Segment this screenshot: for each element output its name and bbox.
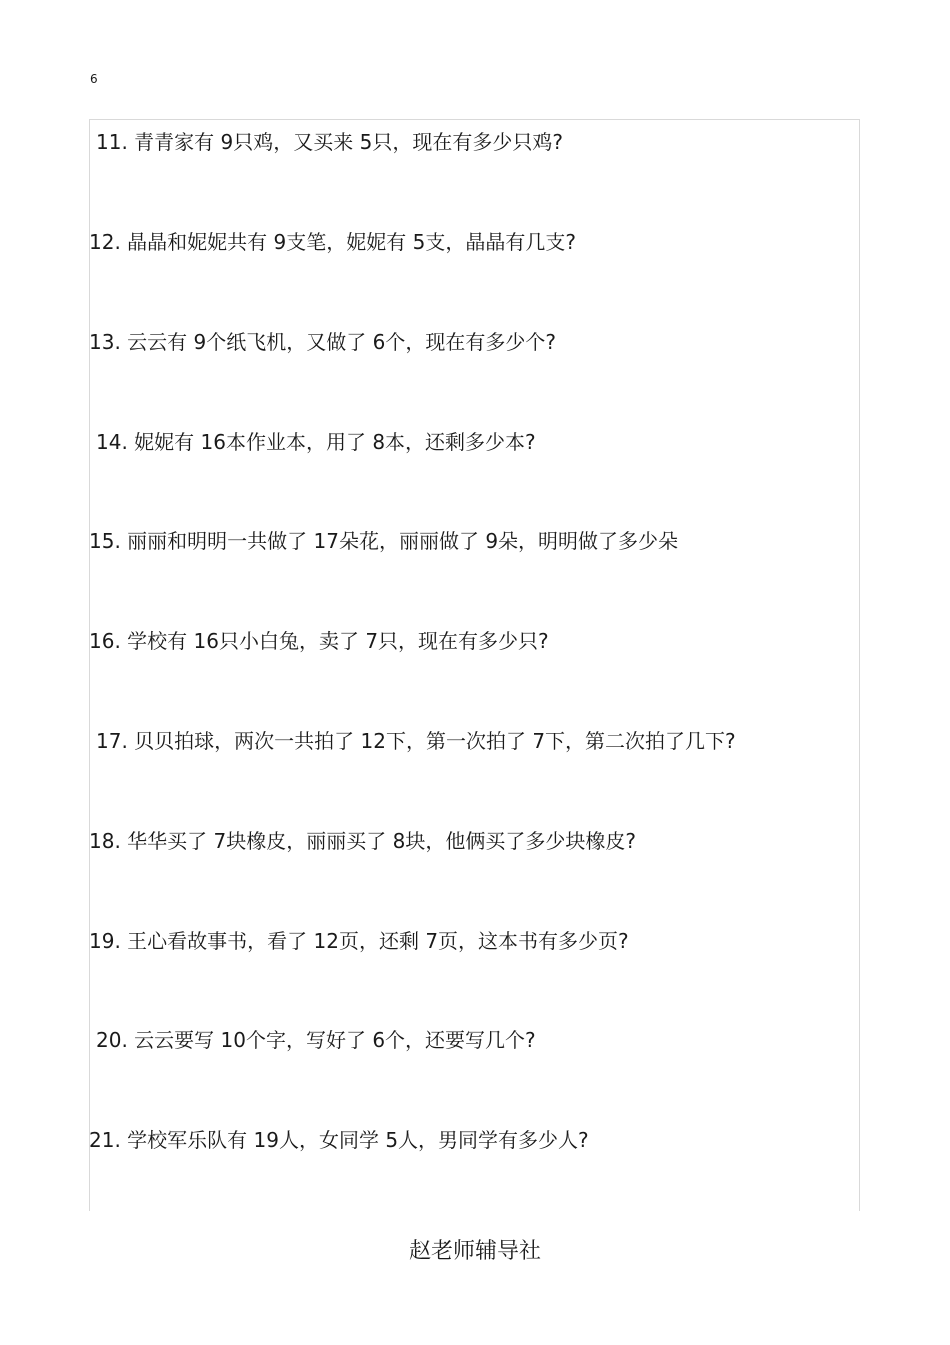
question-11: 11. 青青家有 9只鸡，又买来 5只，现在有多少只鸡? bbox=[96, 130, 563, 154]
question-19: 19. 王心看故事书，看了 12页，还剩 7页，这本书有多少页? bbox=[89, 929, 629, 953]
question-15: 15. 丽丽和明明一共做了 17朵花，丽丽做了 9朵，明明做了多少朵 bbox=[89, 529, 679, 553]
question-14: 14. 妮妮有 16本作业本，用了 8本，还剩多少本? bbox=[96, 430, 536, 454]
question-12: 12. 晶晶和妮妮共有 9支笔，妮妮有 5支，晶晶有几支? bbox=[89, 230, 576, 254]
footer-publisher: 赵老师辅导社 bbox=[408, 1239, 541, 1264]
question-16: 16. 学校有 16只小白兔，卖了 7只，现在有多少只? bbox=[89, 629, 549, 653]
question-17: 17. 贝贝拍球，两次一共拍了 12下，第一次拍了 7下，第二次拍了几下? bbox=[96, 729, 736, 753]
page-number: 6 bbox=[90, 72, 98, 86]
question-21: 21. 学校军乐队有 19人，女同学 5人，男同学有多少人? bbox=[89, 1128, 589, 1152]
question-18: 18. 华华买了 7块橡皮，丽丽买了 8块，他俩买了多少块橡皮? bbox=[89, 829, 636, 853]
question-13: 13. 云云有 9个纸飞机，又做了 6个，现在有多少个? bbox=[89, 330, 556, 354]
question-20: 20. 云云要写 10个字，写好了 6个，还要写几个? bbox=[96, 1028, 536, 1052]
